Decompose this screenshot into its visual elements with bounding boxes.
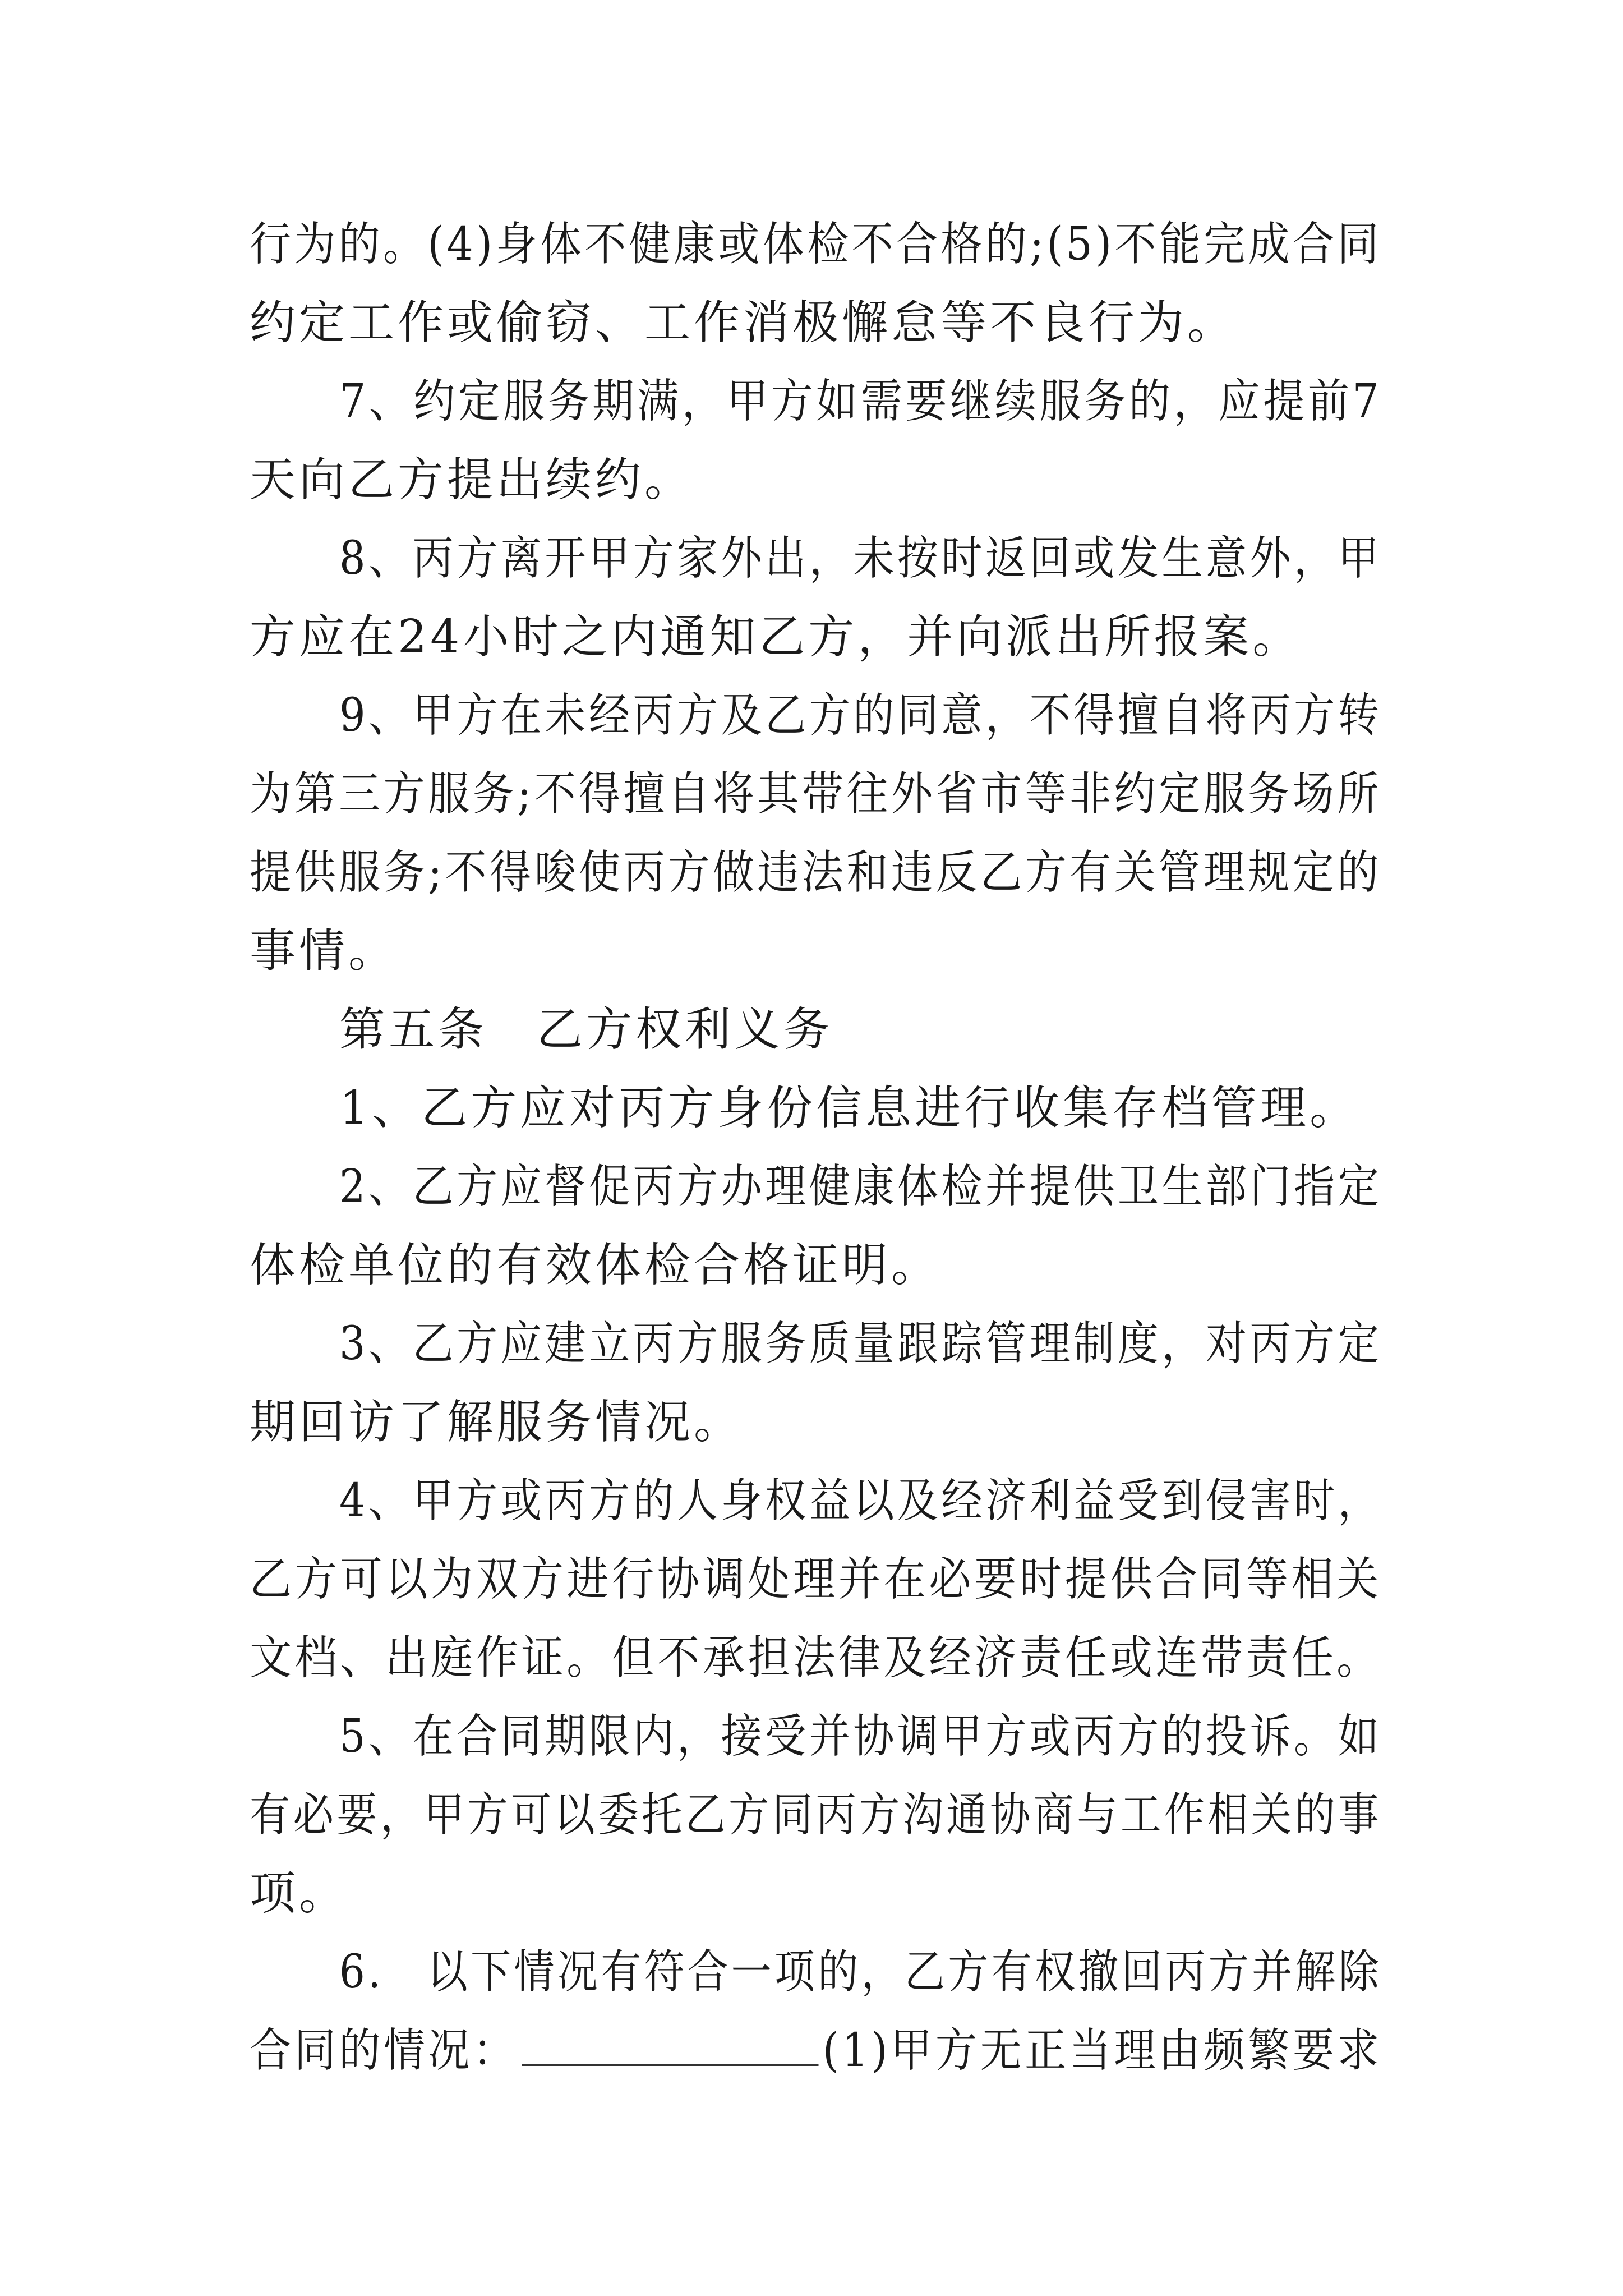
text-line-20: 5、在合同期限内，接受并协调甲方或丙方的投诉。如 — [339, 1710, 1382, 1763]
text-line-24 — [250, 2024, 1382, 2077]
text-line-9: 提供服务;不得唆使丙方做违法和违反乙方有关管理规定的 — [250, 846, 1382, 899]
text-line-15: 3、乙方应建立丙方服务质量跟踪管理制度，对丙方定 — [339, 1317, 1382, 1370]
text-line-6: 方应在24小时之内通知乙方，并向派出所报案。 — [250, 610, 1302, 664]
section-heading: 第五条 乙方权利义务 — [339, 1003, 833, 1056]
text-line-22: 项。 — [250, 1867, 349, 1920]
text-line-2: 约定工作或偷窃、工作消极懈怠等不良行为。 — [250, 296, 1237, 349]
text-line-23: 6. 以下情况有符合一项的，乙方有权撤回丙方并解除 — [339, 1945, 1382, 1999]
text-line-13: 2、乙方应督促丙方办理健康体检并提供卫生部门指定 — [339, 1160, 1382, 1213]
text-line-19: 文档、出庭作证。但不承担法律及经济责任或连带责任。 — [250, 1631, 1382, 1685]
text-line-3: 7、约定服务期满，甲方如需要继续服务的，应提前7 — [339, 375, 1382, 428]
last-line-after: (1)甲方无正当理由频繁要求 — [822, 2024, 1382, 2077]
text-line-10: 事情。 — [250, 924, 398, 978]
text-line-7: 9、甲方在未经丙方及乙方的同意，不得擅自将丙方转 — [339, 689, 1382, 742]
fill-in-blank — [522, 2031, 818, 2066]
text-line-12: 1、乙方应对丙方身份信息进行收集存档管理。 — [339, 1082, 1359, 1135]
text-line-1: 行为的。(4)身体不健康或体检不合格的;(5)不能完成合同 — [250, 218, 1382, 271]
text-line-8: 为第三方服务;不得擅自将其带往外省市等非约定服务场所 — [250, 767, 1382, 821]
text-line-18: 乙方可以为双方进行协调处理并在必要时提供合同等相关 — [250, 1553, 1382, 1606]
last-line-before: 合同的情况： — [250, 2024, 518, 2077]
text-line-21: 有必要，甲方可以委托乙方同丙方沟通协商与工作相关的事 — [250, 1788, 1382, 1842]
text-line-5: 8、丙方离开甲方家外出，未按时返回或发生意外，甲 — [339, 532, 1382, 585]
text-line-17: 4、甲方或丙方的人身权益以及经济利益受到侵害时， — [339, 1474, 1382, 1527]
text-line-14: 体检单位的有效体检合格证明。 — [250, 1239, 941, 1292]
text-line-16: 期回访了解服务情况。 — [250, 1396, 744, 1449]
text-line-4: 天向乙方提出续约。 — [250, 453, 694, 507]
